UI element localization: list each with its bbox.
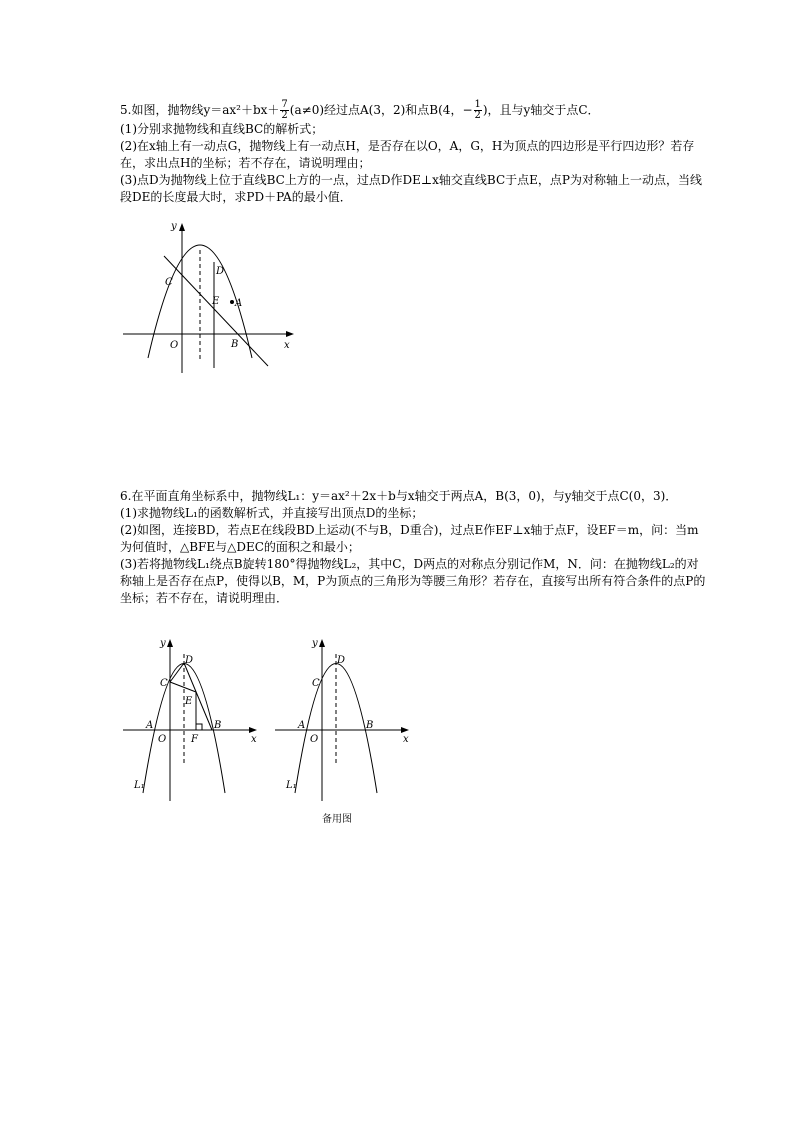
problem-5-stem-a: 5.如图，抛物线y＝ax²＋bx＋	[120, 103, 280, 117]
label-a: A	[146, 720, 154, 731]
frac-den: 2	[281, 110, 288, 121]
label-l1: L₁	[286, 780, 297, 791]
label-c: C	[165, 277, 173, 288]
label-x: x	[284, 340, 290, 351]
fraction-1-over-2	[474, 100, 482, 121]
label-c: C	[312, 678, 320, 689]
label-y: y	[312, 638, 318, 649]
x-axis-arrow	[286, 331, 294, 337]
frac-den: 2	[474, 110, 481, 121]
label-x: x	[251, 734, 257, 745]
problem-6-q3: (3)若将抛物线L₁绕点B旋转180°得抛物线L₂，其中C，D两点的对称点分别记作M，N．问：在抛物线L₂的对称轴上是否存在点P，使得以B，M，P为顶点的三角形为等腰三角形？若存在，直接写出所有符合条件的点P的坐标；若不存在，请说明理由．	[120, 557, 706, 605]
spare-figure-caption: 备用图	[322, 814, 352, 825]
label-d: D	[337, 655, 346, 666]
frac-num: 7	[281, 99, 288, 110]
label-x: x	[403, 734, 409, 745]
problem-5-stem-b: (a≠0)经过点A(3，2)和点B(4，−	[289, 103, 473, 117]
fraction-7-over-2	[280, 100, 288, 121]
x-axis-arrow	[249, 727, 257, 733]
label-d: D	[185, 655, 194, 666]
problem-6-q1: (1)求抛物线L₁的函数解析式，并直接写出顶点D的坐标；	[120, 506, 424, 520]
label-b: B	[366, 720, 374, 731]
y-axis-arrow	[319, 639, 325, 647]
label-e: E	[212, 296, 220, 307]
point-a	[230, 300, 234, 304]
problem-5	[120, 100, 710, 206]
problem-6-stem: 6.在平面直角坐标系中，抛物线L₁：y＝ax²＋2x＋b与x轴交于两点A，B(3，0)，与y轴交于点C(0，3)．	[120, 489, 678, 503]
right-angle-mark	[196, 724, 202, 730]
label-e: E	[185, 696, 193, 707]
y-axis-arrow	[179, 223, 185, 231]
label-a: A	[235, 298, 243, 309]
x-axis-arrow	[401, 727, 409, 733]
label-o: O	[158, 734, 167, 745]
label-b: B	[214, 720, 222, 731]
label-y: y	[171, 221, 177, 232]
problem-6	[120, 488, 710, 607]
problem-6-q2: (2)如图，连接BD，若点E在线段BD上运动(不与B，D重合)，过点E作EF⊥x轴于点F，设EF＝m，问：当m为何值时，△BFE与△DEC的面积之和最小；	[120, 523, 699, 554]
problem-6-spare-figure	[270, 636, 415, 806]
label-y: y	[160, 638, 166, 649]
label-a: A	[298, 720, 306, 731]
problem-5-q3: (3)点D为抛物线上位于直线BC上方的一点，过点D作DE⊥x轴交直线BC于点E，点P为对称轴上一动点，当线段DE的长度最大时，求PD＋PA的最小值．	[120, 173, 702, 204]
problem-5-figure	[118, 218, 298, 378]
label-d: D	[216, 266, 225, 277]
frac-num: 1	[474, 99, 481, 110]
problem-5-stem-c: )，且与y轴交于点C．	[482, 103, 600, 117]
problem-5-stem	[120, 100, 710, 121]
problem-5-q1: (1)分别求抛物线和直线BC的解析式；	[120, 122, 324, 136]
problem-5-q2: (2)在x轴上有一动点G，抛物线上有一动点H，是否存在以O，A，G，H为顶点的四边形是平行四边形？若存在，求出点H的坐标；若不存在，请说明理由；	[120, 139, 695, 170]
label-f: F	[191, 734, 198, 745]
label-l1: L₁	[134, 780, 145, 791]
problem-6-figure	[118, 636, 263, 806]
label-b: B	[231, 339, 239, 350]
label-o: O	[170, 340, 179, 351]
y-axis-arrow	[167, 639, 173, 647]
label-c: C	[160, 678, 168, 689]
label-o: O	[310, 734, 319, 745]
segment-cd	[170, 663, 184, 682]
